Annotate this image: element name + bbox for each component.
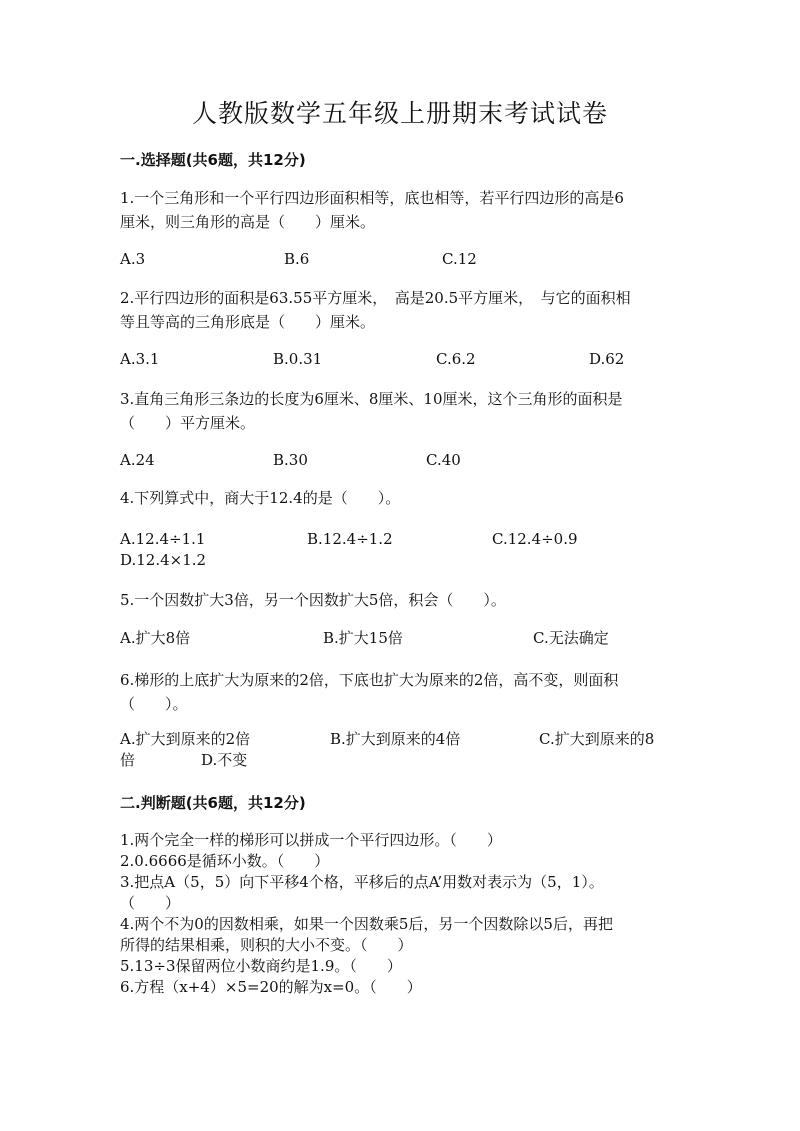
question-6-line-1: 6.梯形的上底扩大为原来的2倍，下底也扩大为原来的2倍，高不变，则面积: [120, 671, 619, 689]
question-3-option-b: B.30: [273, 451, 308, 469]
question-2: [120, 286, 680, 334]
question-1-line-1: 1.一个三角形和一个平行四边形面积相等，底也相等，若平行四边形的高是6: [120, 189, 624, 207]
question-3: [120, 387, 680, 435]
question-2-option-c: C.6.2: [436, 350, 476, 368]
question-4-option-b: B.12.4÷1.2: [307, 530, 393, 548]
judgment-line-6: 6.方程（x+4）×5=20的解为x=0。（ ）: [120, 978, 422, 996]
question-1-option-a: A.3: [120, 250, 146, 268]
question-4-line-1: 4.下列算式中，商大于12.4的是（ ）。: [120, 489, 401, 507]
question-5-option-c: C.无法确定: [533, 629, 609, 647]
question-2-option-b: B.0.31: [273, 350, 323, 368]
question-2-option-d: D.62: [589, 350, 625, 368]
question-5: [120, 588, 680, 612]
judgment-line-4-cont: 所得的结果相乘，则积的大小不变。（ ）: [120, 936, 413, 954]
judgment-line-4: 4.两个不为0的因数相乘，如果一个因数乘5后，另一个因数除以5后，再把: [120, 915, 613, 933]
question-5-option-a: A.扩大8倍: [120, 629, 191, 647]
question-4-option-c: C.12.4÷0.9: [492, 530, 578, 548]
question-4: [120, 486, 680, 510]
question-6: [120, 668, 680, 716]
question-5-line-1: 5.一个因数扩大3倍，另一个因数扩大5倍，积会（ ）。: [120, 591, 506, 609]
question-5-option-b: B.扩大15倍: [323, 629, 403, 647]
question-2-line-2: 等且等高的三角形底是（ ）厘米。: [120, 313, 376, 331]
question-1-option-b: B.6: [284, 250, 310, 268]
question-1: [120, 186, 680, 234]
judgment-line-2: 2.0.6666是循环小数。（ ）: [120, 852, 330, 870]
judgment-line-5: 5.13÷3保留两位小数商约是1.9。（ ）: [120, 957, 402, 975]
question-1-option-c: C.12: [442, 250, 477, 268]
judgment-line-3-cont: （ ）: [120, 894, 181, 912]
question-2-line-1: 2.平行四边形的面积是63.55平方厘米， 高是20.5平方厘米， 与它的面积相: [120, 289, 631, 307]
page-title: 人教版数学五年级上册期末考试试卷: [191, 99, 608, 128]
question-3-option-a: A.24: [120, 451, 155, 469]
question-6-option-c: C.扩大到原来的8: [539, 730, 655, 748]
question-2-option-a: A.3.1: [120, 350, 160, 368]
section-heading-choice: 一.选择题(共6题，共12分): [120, 151, 306, 169]
question-6-line-2: （ ）。: [120, 695, 188, 713]
question-6-option-d: D.不变: [201, 751, 248, 769]
question-1-line-2: 厘米，则三角形的高是（ ）厘米。: [120, 213, 376, 231]
question-3-line-1: 3.直角三角形三条边的长度为6厘米、8厘米、10厘米，这个三角形的面积是: [120, 390, 623, 408]
question-4-option-a: A.12.4÷1.1: [120, 530, 206, 548]
question-3-line-2: （ ）平方厘米。: [120, 414, 256, 432]
section-heading-judgment: 二.判断题(共6题，共12分): [120, 794, 306, 812]
judgment-line-1: 1.两个完全一样的梯形可以拼成一个平行四边形。（ ）: [120, 831, 502, 849]
question-4-option-d: D.12.4×1.2: [120, 551, 207, 569]
question-6-option-c-cont: 倍: [120, 751, 136, 769]
question-6-option-a: A.扩大到原来的2倍: [120, 730, 251, 748]
judgment-line-3: 3.把点A（5，5）向下平移4个格，平移后的点A’用数对表示为（5，1）。: [120, 873, 604, 891]
question-6-option-b: B.扩大到原来的4倍: [330, 730, 461, 748]
question-3-option-c: C.40: [426, 451, 461, 469]
